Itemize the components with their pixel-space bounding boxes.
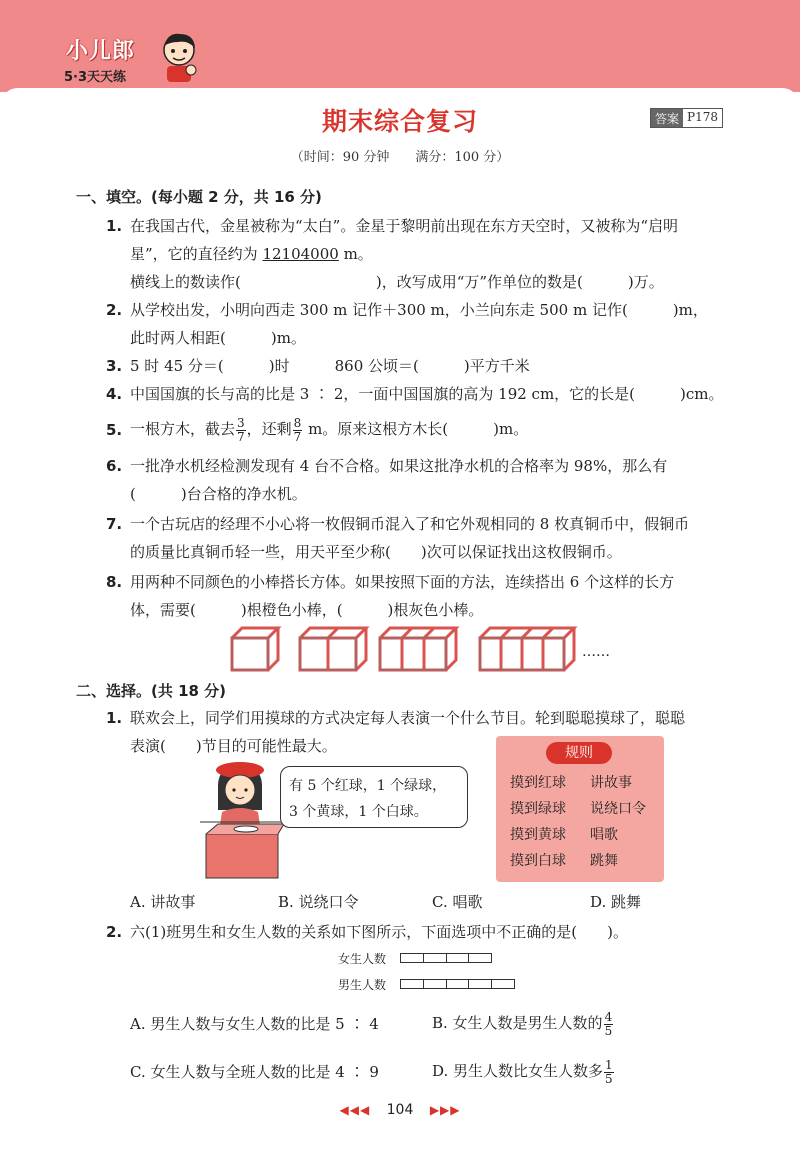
rule-condition: 摸到黄球 <box>510 827 566 843</box>
bar-segment <box>424 980 447 988</box>
option-text: D. 男生人数比女生人数多 <box>432 1062 604 1080</box>
cuboid-sequence-figure <box>230 626 630 672</box>
question-text: 中国国旗的长与高的比是 3 ∶ 2，一面中国国旗的高为 192 cm，它的长是( )cm。 <box>130 385 724 403</box>
question-text: 一个古玩店的经理不小心将一枚假铜币混入了和它外观相同的 8 枚真铜币中，假铜币 <box>130 515 690 533</box>
series-name: 5·3天天练 <box>64 70 127 85</box>
question-number: 2. <box>106 301 123 319</box>
rule-row <box>510 772 632 792</box>
fraction <box>604 1011 614 1038</box>
rule-action: 唱歌 <box>590 827 618 843</box>
text-segment: ，还剩 <box>246 420 292 438</box>
ellipsis: …… <box>582 644 610 660</box>
cuboid-4 <box>480 628 574 670</box>
bar-segment <box>492 980 514 988</box>
question-number: 3. <box>106 357 123 375</box>
page-number: 104 <box>386 1102 414 1118</box>
question-text: 此时两人相距( )m。 <box>130 329 306 347</box>
choice-option-b[interactable] <box>432 1006 614 1040</box>
choice-option-a[interactable]: A. 讲故事 <box>130 893 196 911</box>
question-number: 6. <box>106 457 123 475</box>
fraction-numerator: 3 <box>237 415 245 430</box>
question-text: 六(1)班男生和女生人数的关系如下图所示，下面选项中不正确的是( )。 <box>130 923 628 941</box>
rule-action: 跳舞 <box>590 853 618 869</box>
rule-condition: 摸到绿球 <box>510 801 566 817</box>
fraction-denominator: 5 <box>605 1071 613 1086</box>
fraction-denominator: 7 <box>237 429 245 444</box>
page-title: 期末综合复习 <box>321 107 478 136</box>
bar-segment <box>447 980 470 988</box>
text-segment: 一根方木，截去 <box>130 420 236 438</box>
choice-option-d[interactable] <box>432 1054 615 1088</box>
bar-segment <box>424 954 447 962</box>
right-arrows-icon: ▶▶▶ <box>429 1103 461 1117</box>
choice-option-a[interactable]: A. 男生人数与女生人数的比是 5 ∶ 4 <box>130 1015 379 1033</box>
answer-page: P178 <box>687 110 718 124</box>
question-text: 一批净水机经检测发现有 4 台不合格。如果这批净水机的合格率为 98%，那么有 <box>130 457 668 475</box>
fraction <box>236 417 246 444</box>
question-text: 体，需要( )根橙色小棒，( )根灰色小棒。 <box>130 601 484 619</box>
section-heading-choice: 二、选择。(共 18 分) <box>76 682 227 700</box>
question-number: 7. <box>106 515 123 533</box>
question-text <box>130 244 373 264</box>
section-heading-fill: 一、填空。(每小题 2 分，共 16 分) <box>76 188 322 206</box>
bubble-line: 有 5 个红球，1 个绿球， <box>289 778 447 794</box>
underlined-number: 12104000 <box>262 245 339 263</box>
answer-reference <box>650 108 723 128</box>
question-text: 横线上的数读作( )，改写成用“万”作单位的数是( )万。 <box>130 273 664 291</box>
bubble-line: 3 个黄球，1 个白球。 <box>289 804 428 820</box>
rule-row <box>510 798 646 818</box>
option-text: B. 女生人数是男生人数的 <box>432 1014 603 1032</box>
rule-condition: 摸到白球 <box>510 853 566 869</box>
question-number: 4. <box>106 385 123 403</box>
brand-logo <box>62 30 202 90</box>
fraction-denominator: 5 <box>604 1023 613 1038</box>
question-number: 8. <box>106 573 123 591</box>
question-text: 5 时 45 分＝( )时 860 公顷＝( )平方千米 <box>130 357 530 375</box>
fraction <box>604 1059 614 1086</box>
question-text: 表演( )节目的可能性最大。 <box>130 737 337 755</box>
question-number: 1. <box>106 217 123 235</box>
left-arrows-icon: ◀◀◀ <box>339 1103 371 1117</box>
page-footer <box>0 1102 800 1118</box>
choice-option-c[interactable]: C. 唱歌 <box>432 893 483 911</box>
choice-option-d[interactable]: D. 跳舞 <box>590 893 642 911</box>
girl-with-box-illustration <box>200 760 284 880</box>
bar-segment <box>469 954 491 962</box>
paper-sheet <box>0 88 800 1152</box>
text-segment: m。 <box>338 245 373 263</box>
text-segment: m。原来这根方木长( )m。 <box>303 420 529 438</box>
question-text: 联欢会上，同学们用摸球的方式决定每人表演一个什么节目。轮到聪聪摸球了，聪聪 <box>130 709 686 727</box>
bar-segment <box>469 980 492 988</box>
question-text: 在我国古代，金星被称为“太白”。金星于黎明前出现在东方天空时，又被称为“启明 <box>130 217 679 235</box>
cuboid-1 <box>232 628 278 670</box>
rule-row <box>510 824 618 844</box>
question-number: 1. <box>106 709 123 727</box>
question-number: 5. <box>106 421 123 439</box>
cuboid-3 <box>380 628 456 670</box>
fraction-numerator: 1 <box>605 1057 613 1072</box>
question-text: ( )台合格的净水机。 <box>130 485 307 503</box>
brand-name: 小儿郎 <box>66 39 136 64</box>
girls-bar-label: 女生人数 <box>338 952 387 966</box>
question-text <box>130 412 528 446</box>
rule-row <box>510 850 618 870</box>
question-number: 2. <box>106 923 123 941</box>
fraction-numerator: 4 <box>604 1009 613 1024</box>
mascot-icon <box>158 30 200 84</box>
bar-segment <box>401 980 424 988</box>
speech-bubble <box>280 766 468 828</box>
choice-option-c[interactable]: C. 女生人数与全班人数的比是 4 ∶ 9 <box>130 1063 379 1081</box>
question-text: 用两种不同颜色的小棒搭长方体。如果按照下面的方法，连续搭出 6 个这样的长方 <box>130 573 675 591</box>
question-text: 的质量比真铜币轻一些，用天平至少称( )次可以保证找出这枚假铜币。 <box>130 543 622 561</box>
fraction <box>293 417 303 444</box>
answer-key-label: 答案 <box>651 109 683 127</box>
rules-title: 规则 <box>546 742 612 764</box>
rules-card <box>496 736 664 882</box>
girls-count-bar <box>400 953 492 963</box>
rule-action: 说绕口令 <box>590 801 646 817</box>
fraction-numerator: 8 <box>293 415 302 430</box>
text-segment: 星”，它的直径约为 <box>130 245 263 263</box>
question-text: 从学校出发，小明向西走 300 m 记作＋300 m，小兰向东走 500 m 记作( )m， <box>130 301 708 319</box>
fraction-denominator: 7 <box>293 429 302 444</box>
choice-option-b[interactable]: B. 说绕口令 <box>278 893 359 911</box>
boys-bar-label: 男生人数 <box>338 978 387 992</box>
bar-segment <box>401 954 424 962</box>
exam-info: （时间：90 分钟 满分：100 分） <box>290 150 510 165</box>
rule-condition: 摸到红球 <box>510 775 566 791</box>
boys-count-bar <box>400 979 515 989</box>
bar-segment <box>447 954 470 962</box>
rule-action: 讲故事 <box>590 775 632 791</box>
